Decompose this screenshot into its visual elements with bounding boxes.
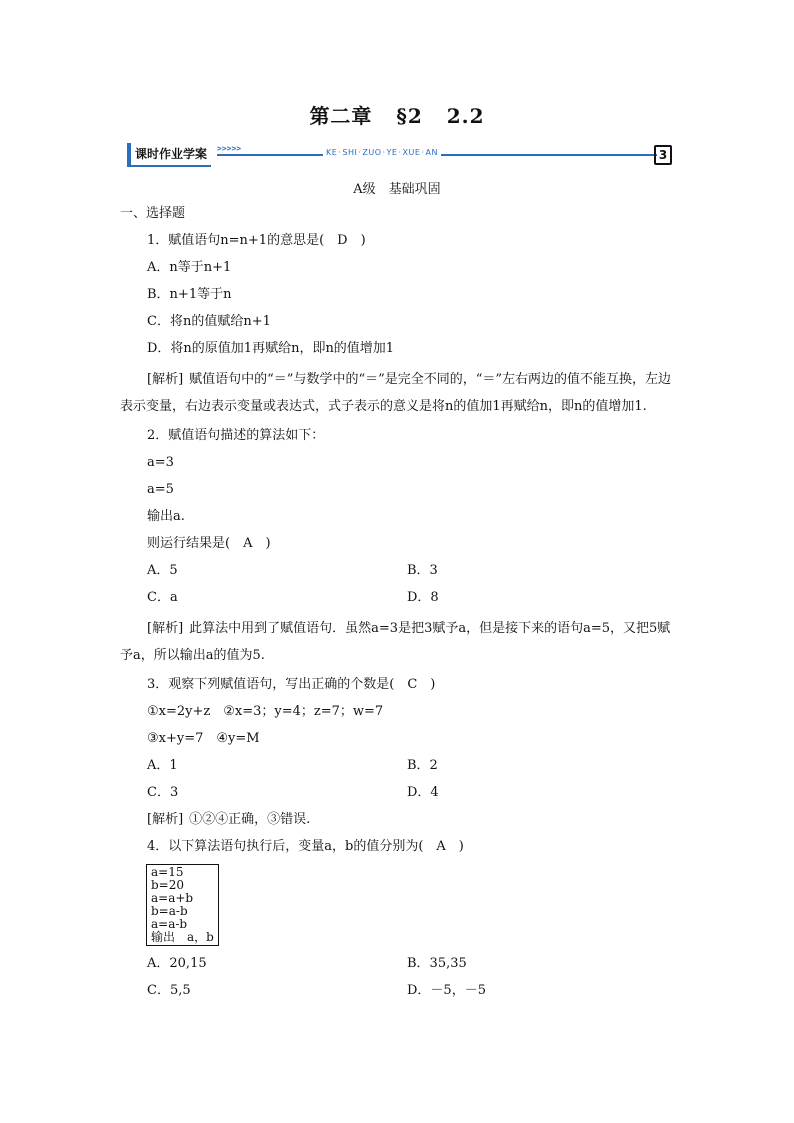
q4-code-line: 输出 a，b [151,930,214,944]
question-1-stem: 1．赋值语句n=n+1的意思是( D ) [147,233,366,248]
q4-code-box [146,864,219,946]
q2-option-b: B．3 [407,563,438,578]
question-4-stem: 4．以下算法语句执行后，变量a，b的值分别为( A ) [147,839,464,854]
q4-code-line: b=a-b [151,904,188,918]
q4-code-line: b=20 [151,878,185,892]
q4-option-b: B．35,35 [407,956,467,971]
pinyin-word: SHI [342,148,358,157]
section-heading: 一、选择题 [120,206,186,221]
q1-option-c: C．将n的值赋给n+1 [147,314,271,329]
q3-option-b: B．2 [407,758,438,773]
q4-option-c: C．5,5 [147,983,191,998]
pinyin-word: KE [326,148,338,157]
level-title: A级 基础巩固 [353,182,441,197]
q2-code-line: 输出a. [147,509,185,524]
course-banner [127,140,672,170]
q1-option-d: D．将n的原值加1再赋给n，即n的值增加1 [147,341,395,356]
q3-options-row-1 [120,756,680,783]
explanation-tag: [解析] [147,372,184,387]
exercise-content [120,204,680,1008]
chapter-label: 第二章 [309,104,373,128]
q3-option-d: D．4 [407,785,439,800]
q1-option-b: B．n+1等于n [147,287,232,302]
q4-code-line: a=a+b [151,891,194,905]
q3-explanation-text: ①②④正确，③错误. [189,812,311,827]
banner-label: 课时作业学案 [127,143,211,167]
q2-explanation [120,615,680,669]
subsection-label: 2.2 [446,104,485,128]
q2-option-c: C．a [147,590,178,605]
pinyin-word: YE [386,148,398,157]
pinyin-word: XUE [402,148,421,157]
q1-explanation [120,366,680,420]
q2-code-line: a=3 [147,455,174,470]
q2-options-row-1 [120,561,680,588]
q2-prompt: 则运行结果是( A ) [147,536,271,551]
q1-explanation-text: 赋值语句中的“＝”与数学中的“＝”是完全不同的，“＝”左右两边的值不能互换，左边表示变量，右边表示变量或表达式，式子表示的意义是将n的值加1再赋给n，即n的值增加1. [120,372,672,414]
q3-option-c: C．3 [147,785,179,800]
banner-arrows-icon: >>>>> [217,144,242,153]
q2-options-row-2 [120,588,680,615]
q3-option-a: A．1 [147,758,178,773]
q4-code-line: a=a-b [151,917,188,931]
q4-options-row-2 [120,981,680,1008]
q3-options-row-2 [120,783,680,810]
q2-code-line: a=5 [147,482,174,497]
q1-option-a: A．n等于n+1 [147,260,232,275]
q4-options-row-1 [120,954,680,981]
q3-items-line-1: ①x=2y+z ②x=3；y=4；z=7；w=7 [147,704,384,719]
banner-pinyin: KE·SHI·ZUO·YE·XUE·AN [323,148,441,157]
explanation-tag: [解析] [147,621,184,636]
question-2-stem: 2．赋值语句描述的算法如下： [147,428,325,443]
q4-code-line: a=15 [151,865,184,879]
q3-items-line-2: ③x+y=7 ④y=M [147,731,260,746]
pinyin-word: ZUO [362,148,382,157]
q2-explanation-text: 此算法中用到了赋值语句．虽然a=3是把3赋予a，但是接下来的语句a=5，又把5赋予a，所以输出a的值为5. [120,621,671,663]
page-number-badge: 3 [654,145,672,165]
q3-explanation [120,810,680,837]
question-3-stem: 3．观察下列赋值语句，写出正确的个数是( C ) [147,677,436,692]
section-label: §2 [396,104,423,128]
q4-option-d: D．－5，－5 [407,983,486,998]
q2-option-d: D．8 [407,590,439,605]
q2-option-a: A．5 [147,563,178,578]
explanation-tag: [解析] [147,812,184,827]
page-title [0,100,794,129]
q4-option-a: A．20,15 [147,956,207,971]
pinyin-word: AN [425,148,438,157]
